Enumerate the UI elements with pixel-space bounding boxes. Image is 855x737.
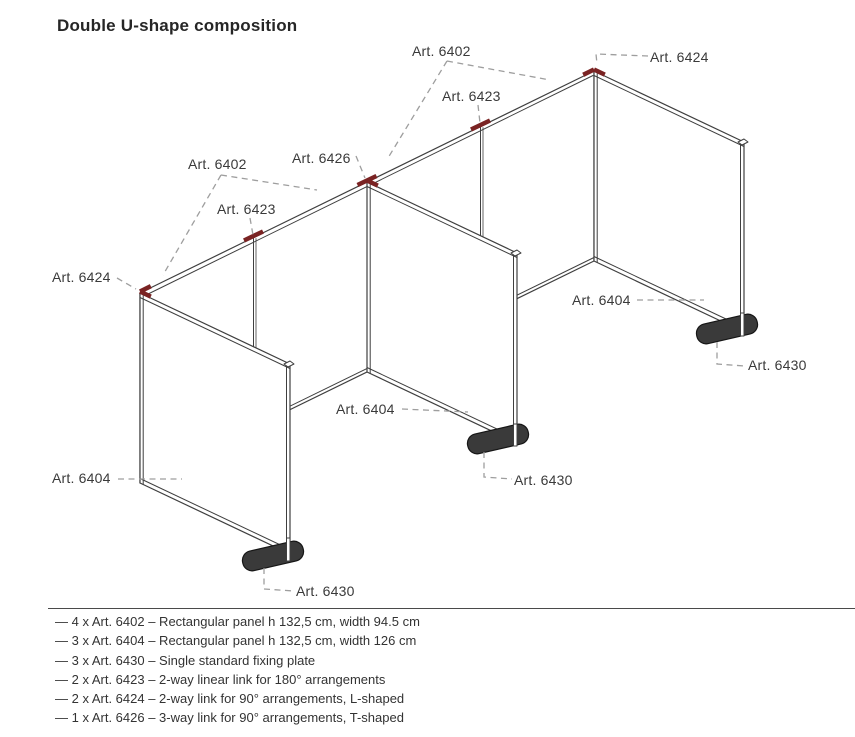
leader-6402-top-a	[388, 61, 447, 158]
leader-6430-right	[717, 342, 745, 366]
label-art-6404-left: Art. 6404	[52, 470, 111, 486]
leader-6430-left	[264, 568, 294, 591]
parts-list-item: — 2 x Art. 6424 – 2-way link for 90° arrangements, L-shaped	[55, 691, 405, 707]
label-art-6424-left: Art. 6424	[52, 269, 111, 285]
leader-6423-top	[478, 105, 480, 123]
list-separator	[48, 608, 855, 609]
leader-6426	[356, 156, 365, 178]
label-art-6404-mid: Art. 6404	[336, 401, 395, 417]
label-art-6426: Art. 6426	[292, 150, 351, 166]
label-art-6430-right: Art. 6430	[748, 357, 807, 373]
label-art-6430-left: Art. 6430	[296, 583, 355, 599]
label-art-6423-left: Art. 6423	[217, 201, 276, 217]
parts-list-item: — 1 x Art. 6426 – 3-way link for 90° arrangements, T-shaped	[55, 710, 404, 726]
leader-6402-left-b	[221, 175, 317, 190]
leader-6424-left	[117, 278, 136, 289]
label-art-6402-left: Art. 6402	[188, 156, 247, 172]
leader-6402-top-b	[447, 61, 550, 80]
leader-6430-mid	[484, 452, 512, 479]
label-art-6424-right: Art. 6424	[650, 49, 709, 65]
label-art-6430-mid: Art. 6430	[514, 472, 573, 488]
parts-list-item: — 3 x Art. 6430 – Single standard fixing plate	[55, 652, 316, 668]
label-art-6423-top: Art. 6423	[442, 88, 501, 104]
parts-list-item: — 4 x Art. 6402 – Rectangular panel h 132,5 cm, width 94.5 cm	[55, 614, 420, 629]
leader-6424-right	[596, 54, 648, 64]
page-title: Double U-shape composition	[57, 16, 298, 35]
parts-list-item: — 2 x Art. 6423 – 2-way linear link for 180° arrangements	[55, 671, 386, 687]
leader-6423-left	[250, 218, 253, 235]
parts-list	[55, 612, 420, 728]
label-art-6404-right: Art. 6404	[572, 292, 631, 308]
label-art-6402-top: Art. 6402	[412, 43, 471, 59]
parts-list-item: — 3 x Art. 6404 – Rectangular panel h 132,5 cm, width 126 cm	[55, 633, 417, 649]
